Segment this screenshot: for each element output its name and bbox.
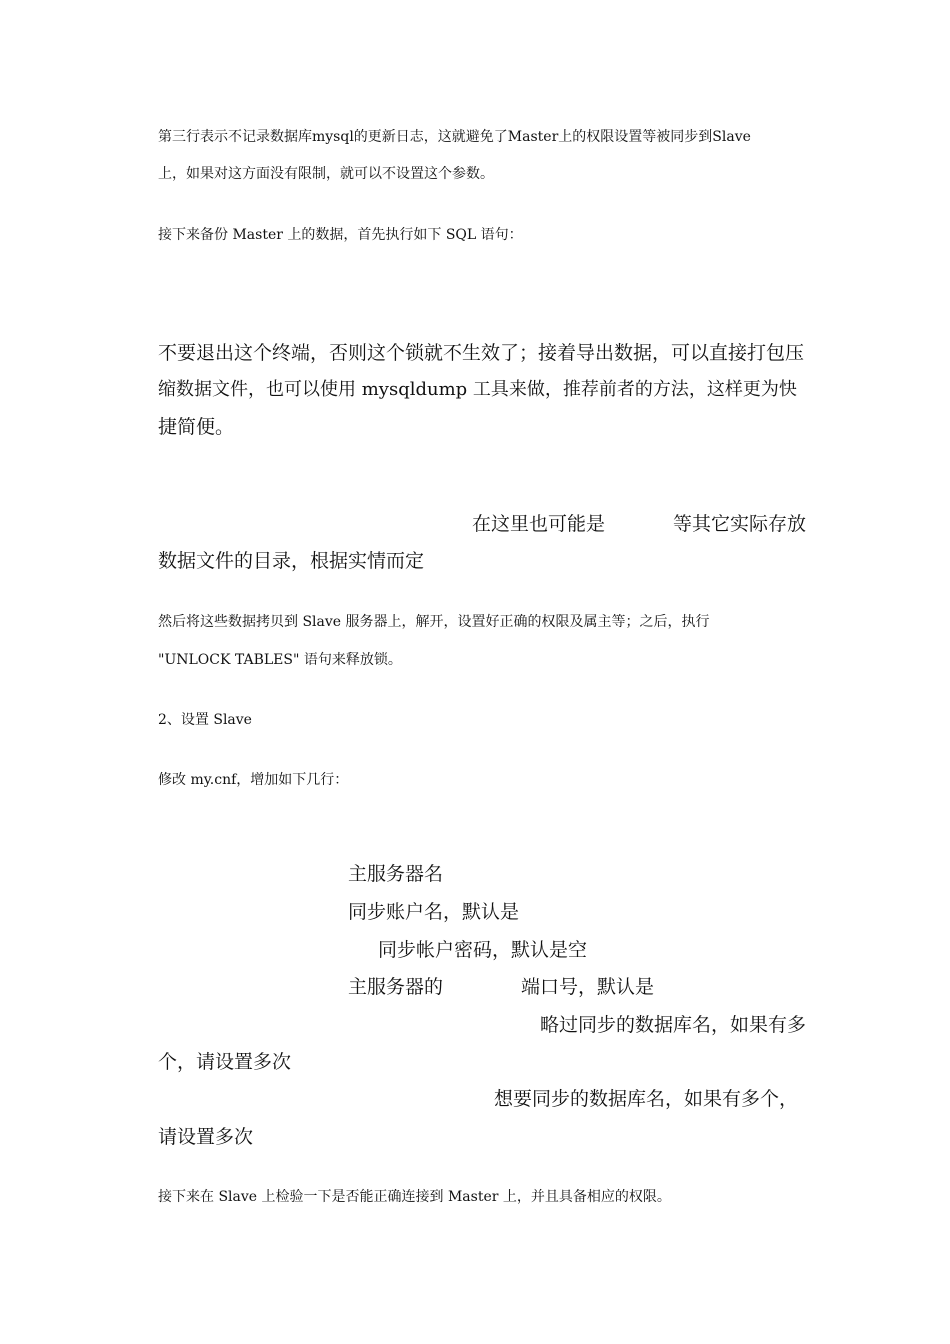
- config-comment: 同步帐户密码，默认是空: [378, 939, 588, 961]
- paragraph-line: 第三行表示不记录数据库mysql的更新日志，这就避免了Master上的权限设置等被同步到Slave: [158, 129, 751, 145]
- paragraph-line: 不要退出这个终端，否则这个锁就不生效了；接着导出数据，可以直接打包压: [158, 342, 805, 364]
- config-comment: 略过同步的数据库名，如果有多: [540, 1014, 807, 1036]
- note-fragment: 等其它实际存放: [673, 513, 807, 535]
- paragraph: 接下来备份 Master 上的数据，首先执行如下 SQL 语句：: [158, 227, 523, 243]
- paragraph-line: "UNLOCK TABLES" 语句来释放锁。: [158, 652, 402, 668]
- config-comment: 端口号，默认是: [521, 976, 655, 998]
- paragraph-line: 上，如果对这方面没有限制，就可以不设置这个参数。: [158, 166, 494, 182]
- paragraph-line: 然后将这些数据拷贝到 Slave 服务器上，解开，设置好正确的权限及属主等；之后，执行: [158, 614, 710, 630]
- config-comment: 主服务器名: [348, 863, 444, 885]
- config-comment: 同步账户名，默认是: [348, 901, 520, 923]
- note-line: 数据文件的目录，根据实情而定: [158, 550, 425, 572]
- config-comment: 主服务器的: [348, 976, 444, 998]
- paragraph: 修改 my.cnf，增加如下几行：: [158, 772, 349, 788]
- config-comment: 个，请设置多次: [158, 1051, 292, 1073]
- config-comment: 请设置多次: [158, 1126, 254, 1148]
- note-fragment: 在这里也可能是: [472, 513, 606, 535]
- config-comment: 想要同步的数据库名，如果有多个，: [494, 1088, 799, 1110]
- paragraph-line: 缩数据文件，也可以使用 mysqldump 工具来做，推荐前者的方法，这样更为快: [158, 379, 797, 400]
- section-heading: 2、设置 Slave: [158, 712, 252, 728]
- paragraph: 接下来在 Slave 上检验一下是否能正确连接到 Master 上，并且具备相应的权限。: [158, 1189, 671, 1205]
- paragraph-line: 捷简便。: [158, 416, 235, 438]
